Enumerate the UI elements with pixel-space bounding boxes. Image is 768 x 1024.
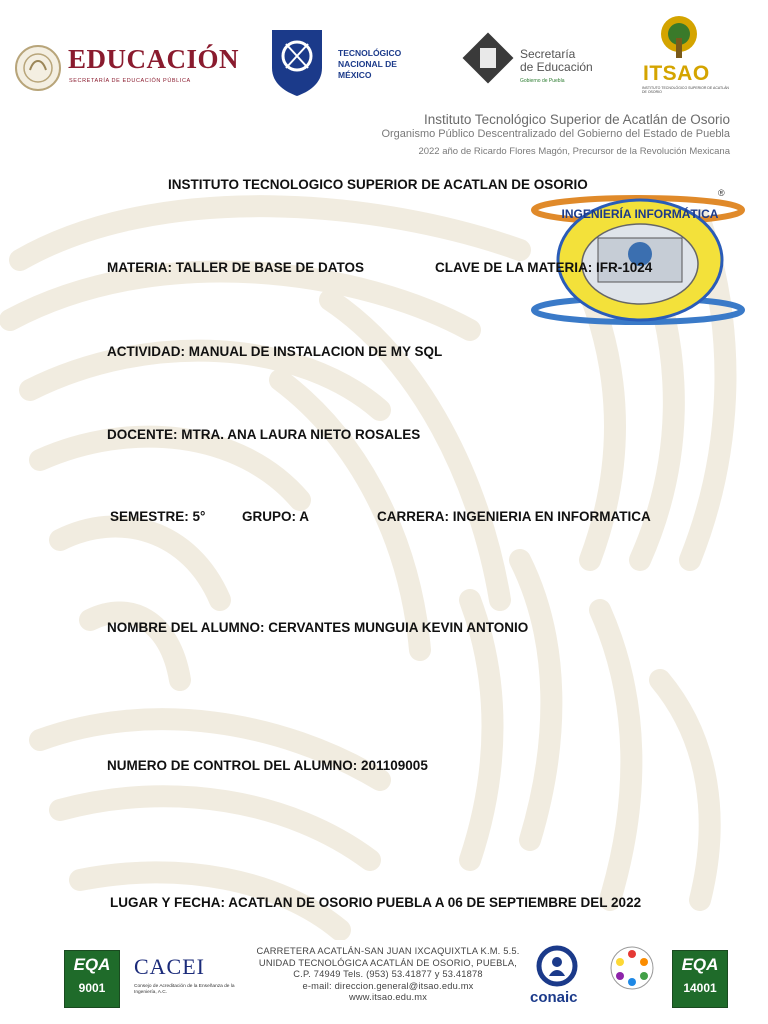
people-circle-icon — [608, 944, 656, 992]
itsao-logo — [640, 12, 730, 94]
educacion-logo — [14, 40, 240, 100]
eqa-14001-badge: EQA 14001 — [672, 950, 728, 1008]
control-line: NUMERO DE CONTROL DEL ALUMNO: 201109005 — [107, 758, 428, 773]
lugar-fecha-line: LUGAR Y FECHA: ACATLAN DE OSORIO PUEBLA A 06 DE SEPTIEMBRE DEL 2022 — [110, 895, 642, 910]
sep-name: Secretaría de Educación — [520, 47, 593, 74]
docente-line: DOCENTE: MTRA. ANA LAURA NIETO ROSALES — [107, 427, 421, 442]
year-motto: 2022 año de Ricardo Flores Magón, Precursor de la Revolución Mexicana — [418, 146, 730, 157]
address-line: UNIDAD TECNOLÓGICA ACATLÁN DE OSORIO, PUEBLA, — [258, 957, 518, 968]
itsao-tree-icon — [656, 12, 702, 62]
website-link[interactable]: www.itsao.edu.mx — [348, 992, 428, 1003]
registered-mark: ® — [718, 188, 725, 198]
career-logo-text: INGENIERÍA INFORMÁTICA — [561, 207, 719, 221]
certification-seal — [604, 944, 660, 1016]
itsao-subtitle: INSTITUTO TECNOLÓGICO SUPERIOR DE ACATLÁN DE OSORIO — [642, 86, 729, 94]
conaic-icon — [536, 945, 578, 987]
puebla-emblem-icon — [460, 30, 516, 90]
grupo-line: GRUPO: A — [242, 509, 309, 524]
footer-address — [248, 946, 528, 1004]
eqa-9001-badge: EQA 9001 — [64, 950, 120, 1008]
semestre-line: SEMESTRE: 5° — [110, 509, 206, 524]
address-line: CARRETERA ACATLÁN-SAN JUAN IXCAQUIXTLA K.M. 5.5. — [256, 946, 520, 956]
ingenieria-informatica-logo — [528, 186, 748, 328]
tecnm-name: TECNOLÓGICO NACIONAL DE MÉXICO — [338, 48, 402, 80]
carrera-line: CARRERA: INGENIERIA EN INFORMATICA — [377, 509, 651, 524]
sep-puebla-logo — [460, 22, 610, 94]
cacei-logo: CACEI Consejo de Acreditación de la Enseñanza de la Ingeniería, A.C. — [134, 954, 235, 995]
alumno-line: NOMBRE DEL ALUMNO: CERVANTES MUNGUIA KEVIN ANTONIO — [107, 620, 529, 635]
tecnm-logo — [268, 26, 428, 98]
materia-line: MATERIA: TALLER DE BASE DE DATOS — [107, 260, 365, 275]
institution-organism: Organismo Público Descentralizado del Gobierno del Estado de Puebla — [381, 128, 730, 140]
email-link[interactable]: e-mail: direccion.general@itsao.edu.mx — [302, 980, 474, 991]
mexico-seal-icon — [14, 44, 62, 92]
educacion-wordmark: EDUCACIÓN — [68, 44, 240, 74]
sep-subtitle: Gobierno de Puebla — [520, 78, 565, 84]
actividad-line: ACTIVIDAD: MANUAL DE INSTALACION DE MY SQL — [107, 344, 443, 359]
address-line: C.P. 74949 Tels. (953) 53.41877 y 53.41878 — [293, 969, 483, 980]
tecnm-shield-icon — [268, 26, 326, 96]
school-title: INSTITUTO TECNOLOGICO SUPERIOR DE ACATLAN DE OSORIO — [168, 177, 588, 192]
itsao-wordmark: ITSAO — [643, 62, 710, 85]
institution-name: Instituto Tecnológico Superior de Acatlán de Osorio — [424, 112, 730, 127]
educacion-subtitle: SECRETARÍA DE EDUCACIÓN PÚBLICA — [69, 78, 191, 84]
clave-line: CLAVE DE LA MATERIA: IFR-1024 — [435, 260, 653, 275]
conaic-logo: conaic — [530, 945, 590, 1015]
